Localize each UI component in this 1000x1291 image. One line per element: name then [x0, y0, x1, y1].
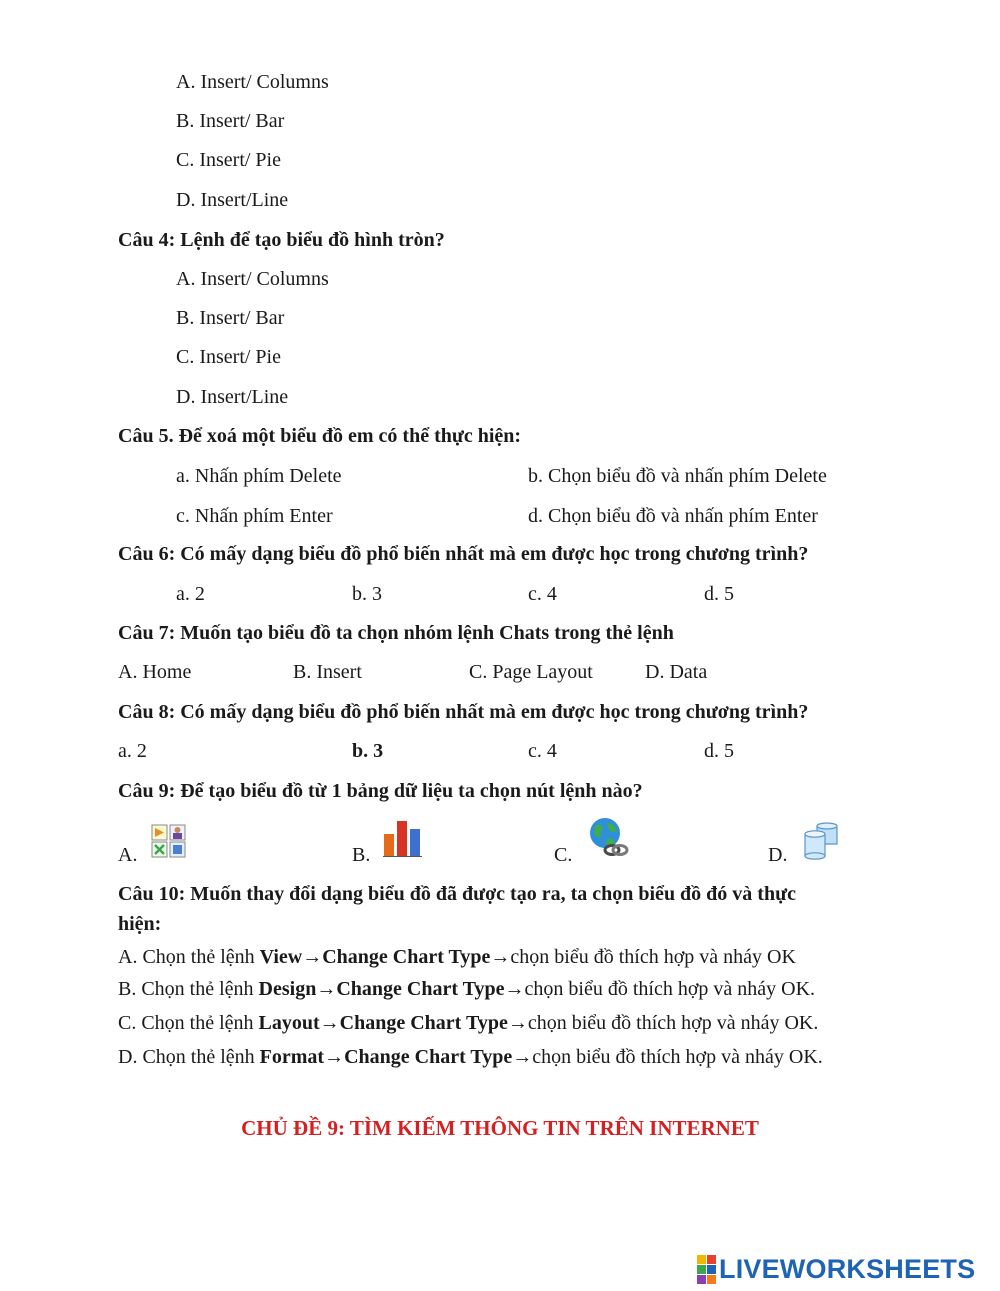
logo-text: LIVEWORKSHEETS — [719, 1254, 976, 1284]
q10-option-b[interactable] — [118, 977, 815, 1001]
q10-option-arrow: → — [302, 946, 323, 968]
q3-option-a[interactable]: A. Insert/ Columns — [176, 71, 329, 93]
q10-option-prefix: B. Chọn thẻ lệnh — [118, 978, 259, 1000]
q7-question: Câu 7: Muốn tạo biểu đồ ta chọn nhóm lệnh Chats trong thẻ lệnh — [118, 622, 674, 644]
q10-option-command: Change Chart Type — [336, 978, 505, 1000]
q7-option-a[interactable]: A. Home — [118, 661, 192, 683]
q3-option-b[interactable]: B. Insert/ Bar — [176, 110, 285, 132]
q6-option-d[interactable]: d. 5 — [704, 583, 734, 605]
q10-option-c[interactable] — [118, 1011, 818, 1035]
q5-option-b[interactable]: b. Chọn biểu đồ và nhấn phím Delete — [528, 465, 827, 487]
q10-option-command: Change Chart Type — [344, 1046, 513, 1068]
q10-question-line1: Câu 10: Muốn thay đổi dạng biểu đồ đã được tạo ra, ta chọn biểu đồ đó và thực — [118, 883, 796, 905]
q10-option-d[interactable] — [118, 1045, 823, 1069]
globe-link-icon[interactable] — [587, 817, 629, 859]
q7-option-d[interactable]: D. Data — [645, 661, 708, 683]
q9-option-a[interactable]: A. — [118, 844, 138, 866]
q4-option-d[interactable]: D. Insert/Line — [176, 386, 289, 408]
q10-option-arrow: → — [324, 1046, 345, 1068]
q8-option-a[interactable]: a. 2 — [118, 740, 147, 762]
q8-option-b[interactable]: b. 3 — [352, 740, 384, 762]
q10-option-tab: View — [259, 946, 303, 968]
database-icon[interactable] — [801, 822, 841, 862]
q4-option-c[interactable]: C. Insert/ Pie — [176, 346, 281, 368]
bar-chart-icon[interactable] — [383, 818, 423, 858]
q10-option-tab: Design — [258, 978, 317, 1000]
q10-option-prefix: D. Chọn thẻ lệnh — [118, 1046, 260, 1068]
q9-option-b[interactable]: B. — [352, 844, 371, 866]
q5-option-d[interactable]: d. Chọn biểu đồ và nhấn phím Enter — [528, 505, 818, 527]
q10-option-a[interactable] — [118, 945, 796, 969]
q3-option-c[interactable]: C. Insert/ Pie — [176, 149, 281, 171]
shapes-icon[interactable] — [151, 824, 187, 858]
q10-option-rest: →chọn biểu đồ thích hợp và nháy OK — [490, 946, 796, 968]
q10-question-line2: hiện: — [118, 913, 162, 935]
q9-question: Câu 9: Để tạo biểu đồ từ 1 bảng dữ liệu ta chọn nút lệnh nào? — [118, 780, 643, 802]
q6-option-c[interactable]: c. 4 — [528, 583, 557, 605]
q6-option-a[interactable]: a. 2 — [176, 583, 205, 605]
q10-option-rest: →chọn biểu đồ thích hợp và nháy OK. — [512, 1046, 823, 1068]
q4-question: Câu 4: Lệnh để tạo biểu đồ hình tròn? — [118, 229, 445, 251]
q4-option-a[interactable]: A. Insert/ Columns — [176, 268, 329, 290]
q10-option-command: Change Chart Type — [322, 946, 491, 968]
q10-option-arrow: → — [316, 978, 337, 1000]
q10-option-prefix: A. Chọn thẻ lệnh — [118, 946, 260, 968]
q8-option-c[interactable]: c. 4 — [528, 740, 557, 762]
q5-option-c[interactable]: c. Nhấn phím Enter — [176, 505, 333, 527]
q5-option-a[interactable]: a. Nhấn phím Delete — [176, 465, 342, 487]
q4-option-b[interactable]: B. Insert/ Bar — [176, 307, 285, 329]
q6-question: Câu 6: Có mấy dạng biểu đồ phổ biến nhất mà em được học trong chương trình? — [118, 543, 809, 565]
q6-option-b[interactable]: b. 3 — [352, 583, 382, 605]
q9-option-c[interactable]: C. — [554, 844, 573, 866]
q3-option-d[interactable]: D. Insert/Line — [176, 189, 289, 211]
q8-option-d[interactable]: d. 5 — [704, 740, 734, 762]
q8-question: Câu 8: Có mấy dạng biểu đồ phổ biến nhất mà em được học trong chương trình? — [118, 701, 809, 723]
q5-question: Câu 5. Để xoá một biểu đồ em có thể thực hiện: — [118, 425, 522, 447]
section-title: CHỦ ĐỀ 9: TÌM KIẾM THÔNG TIN TRÊN INTERNET — [241, 1116, 759, 1140]
q10-option-rest: →chọn biểu đồ thích hợp và nháy OK. — [507, 1012, 819, 1034]
liveworksheets-logo[interactable] — [697, 1254, 975, 1285]
q10-option-rest: →chọn biểu đồ thích hợp và nháy OK. — [504, 978, 816, 1000]
q10-option-arrow: → — [319, 1012, 340, 1034]
q9-option-d[interactable]: D. — [768, 844, 788, 866]
q10-option-tab: Format — [259, 1046, 325, 1068]
q10-option-tab: Layout — [258, 1012, 320, 1034]
q10-option-prefix: C. Chọn thẻ lệnh — [118, 1012, 259, 1034]
q7-option-c[interactable]: C. Page Layout — [469, 661, 593, 683]
logo-cubes-icon — [697, 1255, 716, 1284]
q10-option-command: Change Chart Type — [339, 1012, 508, 1034]
q7-option-b[interactable]: B. Insert — [293, 661, 362, 683]
